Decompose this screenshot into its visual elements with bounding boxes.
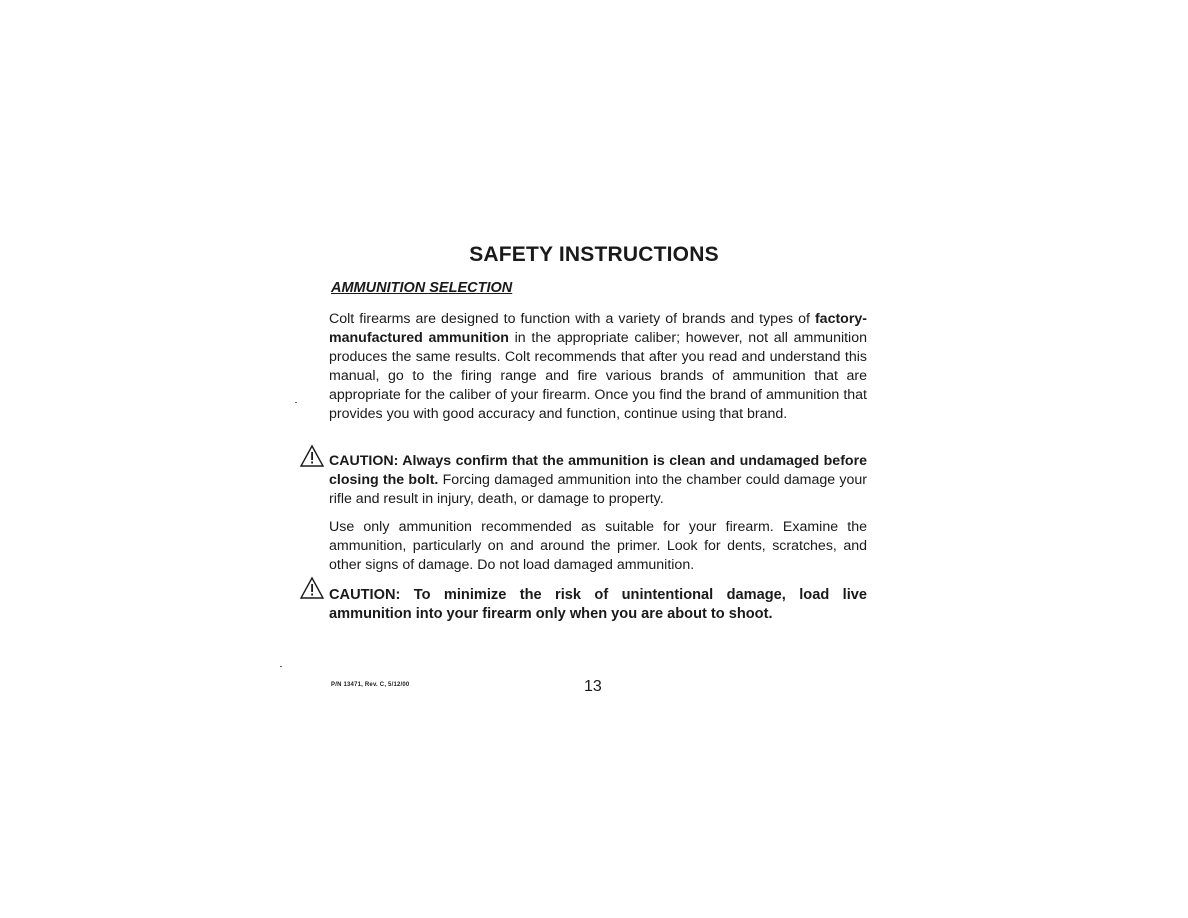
- paragraph-1-bold-text: factory-manufactured ammunition: [329, 311, 867, 346]
- warning-triangle-icon: [299, 444, 325, 468]
- caution-load-live-ammunition: CAUTION: To minimize the risk of unintentional damage, load live ammunition into your firearm only when you are about to shoot.: [329, 587, 867, 622]
- margin-mark: [295, 402, 297, 403]
- paragraph-1-text-b: in the appropriate caliber; however, not all ammunition produces the same results. Colt recommends that after you read and understand this manual, go to the firing range and fire various brands of ammunition that are appropriate for the caliber of your firearm. Once you find the brand of ammunition that provides you with good accuracy and function, continue using that brand.: [329, 330, 867, 422]
- warning-triangle-icon: [299, 576, 325, 600]
- page-title: SAFETY INSTRUCTIONS: [469, 243, 719, 266]
- caution-clean-ammunition: [329, 452, 867, 509]
- part-number: P/N 13471, Rev. C, 5/12/00: [331, 682, 410, 688]
- caution-1-body: Forcing damaged ammunition into the chamber could damage your rifle and result in injury, death, or damage to property.: [329, 472, 867, 507]
- page-number: 13: [584, 678, 602, 695]
- paragraph-ammunition-selection: [329, 310, 867, 424]
- paragraph-1-text-a: Colt firearms are designed to function with a variety of brands and types of: [329, 311, 815, 327]
- caution-1-heading: CAUTION: Always confirm that the ammunition is clean and undamaged before closing the bolt.: [329, 453, 867, 488]
- section-heading: AMMUNITION SELECTION: [331, 280, 513, 296]
- paragraph-examine-ammunition: Use only ammunition recommended as suitable for your firearm. Examine the ammunition, particularly on and around the primer. Look for dents, scratches, and other signs of damage. Do not load damaged ammunition.: [329, 519, 867, 573]
- margin-mark: [280, 666, 282, 667]
